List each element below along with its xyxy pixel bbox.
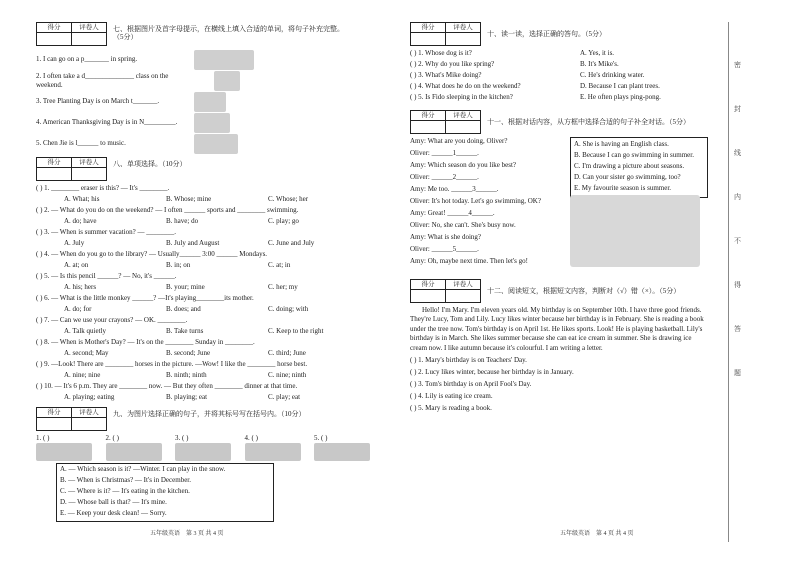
section-11-title: 十一、根据对话内容，从方框中选择合适的句子补全对话。（5分）: [487, 118, 690, 126]
christmas-picture: [106, 443, 162, 461]
s9-label-4: 4. ( ): [244, 434, 258, 442]
section-10-items: ( ) 1. Whose dog is it? ( ) 2. Why do you like spring? ( ) 3. What's Mike doing? ( ) 4. What does he do on the weekend? ( ) 5. Is Fido sleeping in the kitchen? A. Yes, it is. B. It's Mike's. C. He's drinking water. D. Because I can plant trees. E. He often plays ping-pong.: [410, 49, 661, 101]
s8-question: ( ) 3. — When is summer vacation? — ________. A. July B. July and August C. June and July: [36, 228, 315, 247]
s9-label-1: 1. ( ): [36, 434, 50, 442]
s8-question: ( ) 9. —Look! There are ________ horses in the picture. —Wow! I like the ________ horse best. A. nine; nine B. ninth; ninth C. nine; ninth: [36, 360, 308, 379]
children-picture: [570, 195, 700, 267]
dance-picture: [214, 71, 240, 91]
reviewer-cell[interactable]: [72, 33, 107, 46]
s8-question: ( ) 2. — What do you do on the weekend? — I often ______ sports and ________ swimming. A. do; have B. have; do C. play; go: [36, 206, 299, 225]
s8-question: ( ) 8. — When is Mother's Day? — It's on the ________ Sunday in ________. A. second; May B. second; June C. third; June: [36, 338, 306, 357]
s8-question: ( ) 5. — Is this pencil ______? — No, it's ______. A. his; hers B. your; mine C. her; my: [36, 272, 298, 291]
section-9: [36, 407, 370, 431]
page-footer-right: 五年级英语 第 4 页 共 4 页: [560, 531, 634, 537]
tree-planting-picture: [194, 92, 226, 112]
section-7-items: [36, 49, 370, 154]
section-9-pictures: [36, 434, 370, 461]
snow-picture: [314, 443, 370, 461]
section-8-items: [36, 184, 370, 404]
s8-question: ( ) 7. — Can we use your crayons? — OK. ________. A. Talk quietly B. Take turns C. Keep to the right: [36, 316, 324, 335]
section-12-items: ( ) 1. Mary's birthday is on Teachers' Day. ( ) 2. Lucy likes winter, because her birthday is in January. ( ) 3. Tom's birthday is on April Fool's Day. ( ) 4. Lily is eating ice cream. ( ) 5. Mary is reading a book.: [410, 356, 574, 413]
section-9-options: A. — Which season is it? —Winter. I can play in the snow. B. — When is Christmas? — It's in December. C. — Where is it? — It's eating in the kitchen. D. — Whose ball is that? — It's mine. E. — Keep your desk clean! — Sorry.: [56, 463, 274, 522]
s8-question: ( ) 6. — What is the little monkey ______? —It's playing________its mother. A. do; for B. does; and C. doing; with: [36, 294, 309, 313]
section-11-body: [410, 137, 710, 269]
reviewer-label: 评卷人: [72, 23, 107, 33]
score-label: 得分: [37, 23, 72, 33]
score-cell[interactable]: [37, 33, 72, 46]
left-page: [36, 22, 370, 522]
score-box: [36, 22, 107, 46]
music-picture: [194, 134, 238, 154]
score-box: 得分 评卷人: [410, 110, 481, 134]
s8-question: ( ) 1. ________ eraser is this? — It's ________. A. What; his B. Whose; mine C. Whose; her: [36, 184, 309, 203]
section-7-title: 七、根据图片及首字母提示，在横线上填入合适的单词，将句子补充完整。 （5分）: [113, 25, 344, 42]
section-12: [410, 279, 710, 303]
s9-label-2: 2. ( ): [105, 434, 119, 442]
s8-question: ( ) 10. — It's 6 p.m. They are ________ now. — But they often ________ dinner at that time. A. playing; eating B. playing; eat C. play; eat: [36, 382, 301, 401]
section-8-title: 八、单项选择。（10分）: [113, 160, 187, 168]
section-12-title: 十二、阅读短文，根据短文内容，判断对（√）错（×）。（5分）: [487, 287, 681, 295]
score-box: 得分 评卷人: [410, 279, 481, 303]
score-box: 得分 评卷人: [410, 22, 481, 46]
score-box: 得分 评卷人: [36, 407, 107, 431]
reading-passage: Hello! I'm Mary. I'm eleven years old. My birthday is on September 10th. I have three good friends. They're Lucy, Tom and Lily. Lucy likes winter because her birthday is in February. She is reading a book under the tree now. Tom's birthday is on April 1st. He likes sports. Look! He is playing basketball. Lily's birthday is in March. She likes summer because she can eat ice cream in summer. She is drawing ice cream now. I like autumn because it's colourful. I am writing a letter.: [410, 306, 704, 352]
s9-label-3: 3. ( ): [175, 434, 189, 442]
section-10-title: 十、读一读，选择正确的答句。（5分）: [487, 30, 606, 38]
s7-item-1: 1. I can go on a p_______ in spring.: [36, 55, 138, 64]
s7-item-5: 5. Chen Jie is l______ to music.: [36, 139, 126, 148]
section-8: [36, 157, 370, 181]
cat-picture: [36, 443, 92, 461]
desk-picture: [175, 443, 231, 461]
thanksgiving-picture: [194, 113, 230, 133]
picnic-picture: [194, 50, 254, 70]
section-11: [410, 110, 710, 134]
page-footer-left: 五年级英语 第 3 页 共 4 页: [150, 531, 224, 537]
binding-margin-text: 密 封 线 内 不 得 答 题: [734, 61, 741, 377]
dialog: Amy: What are you doing, Oliver? Oliver: ______1______. Amy: Which season do you like best? Oliver: ______2______. Amy: Me too. ______3______. Oliver: It's hot today. Let's go swimming, OK? Amy: Great! ______4______. Oliver: No, she can't. She's busy now. Amy: What is she doing? Oliver: ______5______. Amy: Oh, maybe next time. Then let's go!: [410, 137, 541, 265]
s8-question: ( ) 4. — When do you go to the library? — Usually______ 3:00 ______ Mondays. A. at; on B. in; on C. at; in: [36, 250, 291, 269]
section-9-title: 九、为图片选择正确的句子，并将其标号写在括号内。（10分）: [113, 410, 306, 418]
section-7: [36, 22, 370, 46]
s9-label-5: 5. ( ): [314, 434, 328, 442]
s7-item-4: 4. American Thanksgiving Day is in N_________.: [36, 118, 178, 127]
section-10: [410, 22, 710, 46]
s7-item-2: 2. I often take a d______________ class on the weekend.: [36, 72, 169, 89]
right-page: [410, 22, 710, 416]
s7-item-3: 3. Tree Planting Day is on March t_______.: [36, 97, 160, 106]
binding-line: [728, 22, 729, 542]
score-box: 得分 评卷人: [36, 157, 107, 181]
ball-picture: [245, 443, 301, 461]
options-box: A. She is having an English class. B. Because I can go swimming in summer. C. I'm drawing a picture about seasons. D. Can your sister go swimming, too? E. My favourite season is summer.: [570, 137, 708, 198]
